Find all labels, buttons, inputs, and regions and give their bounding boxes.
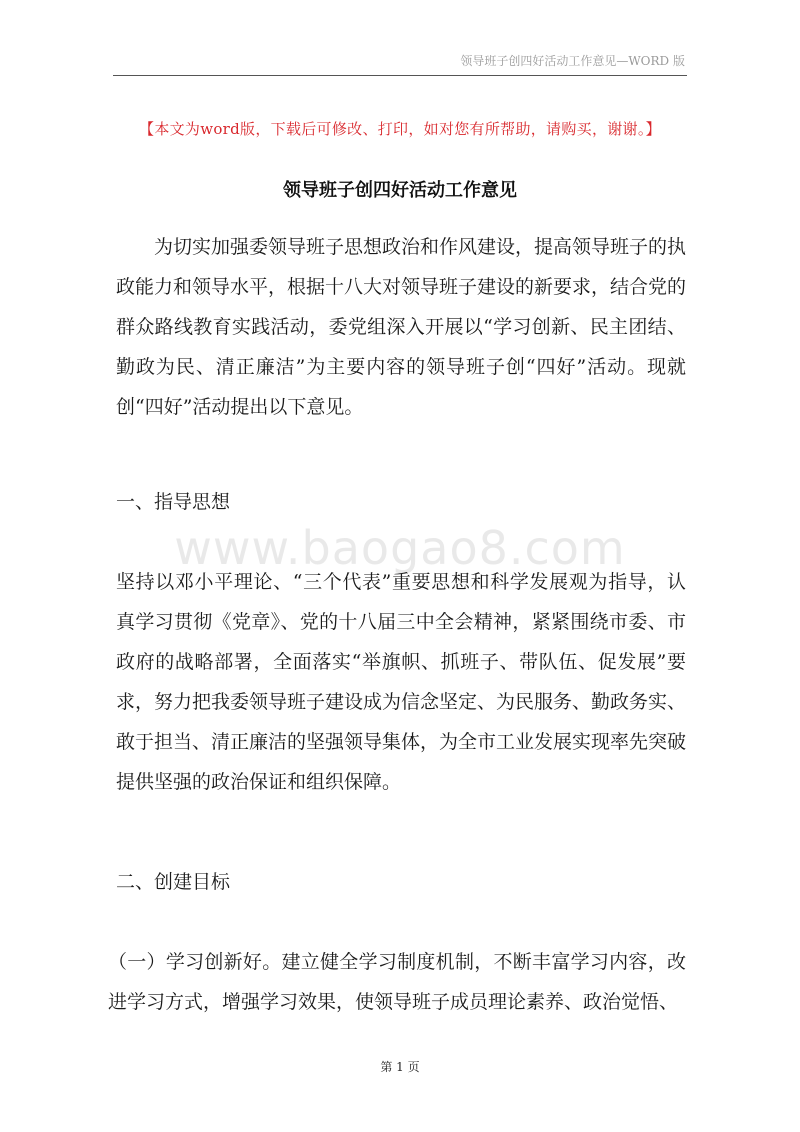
page-number: 第 1 页 [380, 1060, 420, 1074]
guiding-thought-paragraph: 坚持以邓小平理论、“三个代表”重要思想和科学发展观为指导，认真学习贯彻《党章》、党的十八届三中全会精神，紧紧围绕市委、市政府的战略部署，全面落实“举旗帜、抓班子、带队伍、促发展”要求，努力把我委领导班子建设成为信念坚定、为民服务、勤政务实、敢于担当、清正廉洁的坚强领导集体，为全市工业发展实现率先突破提供坚强的政治保证和组织保障。 [116, 571, 687, 793]
purchase-notice: 【本文为word版，下载后可修改、打印，如对您有所帮助，请购买，谢谢。】 [139, 120, 661, 138]
intro-paragraph: 为切实加强委领导班子思想政治和作风建设，提高领导班子的执政能力和领导水平，根据十八大对领导班子建设的新要求，结合党的群众路线教育实践活动，委党组深入开展以“学习创新、民主团结、勤政为民、清正廉洁”为主要内容的领导班子创“四好”活动。现就创“四好”活动提出以下意见。 [116, 236, 687, 418]
section-heading-goals: 二、创建目标 [116, 871, 231, 893]
watermark: www.baogao8.com [174, 521, 626, 575]
running-header: 领导班子创四好活动工作意见—WORD 版 [460, 54, 685, 68]
section-heading-guiding-thought: 一、指导思想 [116, 491, 231, 513]
header-divider [113, 75, 687, 76]
goal-item-1: （一）学习创新好。建立健全学习制度机制，不断丰富学习内容，改进学习方式，增强学习效果，使领导班子成员理论素养、政治觉悟、 [108, 951, 686, 1013]
document-title: 领导班子创四好活动工作意见 [283, 180, 517, 201]
